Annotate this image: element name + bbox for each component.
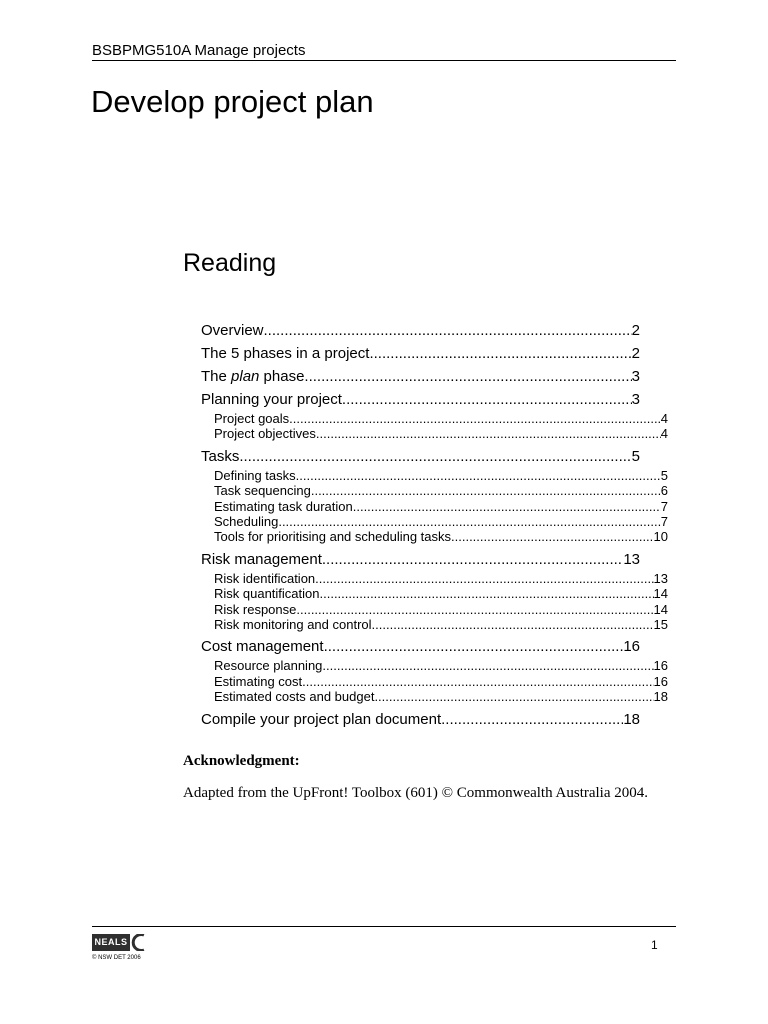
toc-subentry[interactable]: [214, 514, 668, 529]
toc-subentry-page: 16: [653, 658, 668, 674]
label-text: phase: [259, 368, 305, 385]
acknowledgment-title: Acknowledgment:: [183, 753, 300, 769]
toc-leader-dots: [372, 617, 654, 632]
toc-subentry-page: 15: [653, 617, 668, 633]
toc-entry-page: 13: [623, 550, 640, 568]
label-emphasis: plan: [231, 368, 260, 385]
toc-entry-label: [201, 365, 304, 388]
toc-subentry-page: 14: [653, 601, 668, 617]
toc-subentry[interactable]: [214, 602, 668, 617]
toc-leader-dots: [369, 342, 631, 365]
toc-leader-dots: [342, 388, 632, 411]
logo-arc-icon: [131, 934, 147, 951]
toc-subentry[interactable]: [214, 571, 668, 586]
course-title: BSBPMG510A Manage projects: [92, 42, 306, 59]
toc-subentry-page: 4: [660, 411, 668, 426]
toc-leader-dots: [322, 658, 653, 673]
toc-subentry-label: Scheduling: [214, 514, 279, 530]
toc-leader-dots: [353, 499, 661, 514]
toc-subentry-label: Resource planning: [214, 658, 323, 674]
toc-entry-risk[interactable]: [201, 548, 640, 571]
toc-leader-dots: [441, 708, 623, 731]
toc-subentry-page: 6: [660, 483, 668, 499]
toc-entry-compile[interactable]: [201, 708, 640, 731]
toc-subentry-page: 13: [653, 570, 668, 586]
toc-leader-dots: [264, 319, 632, 342]
toc-subentry[interactable]: [214, 529, 668, 544]
toc-subentry-label: Tools for prioritising and scheduling tasks: [214, 529, 452, 545]
toc-subentry[interactable]: [214, 411, 668, 426]
toc-leader-dots: [296, 468, 661, 483]
footer-divider: [92, 926, 676, 927]
toc-subentry-page: 10: [653, 529, 668, 545]
copyright-notice: © NSW DET 2006: [92, 955, 141, 961]
toc-subentry-label: Risk monitoring and control: [214, 617, 372, 633]
label-text: The: [201, 368, 232, 385]
toc-subentry[interactable]: [214, 689, 668, 704]
toc-entry-page: 2: [631, 345, 640, 362]
toc-leader-dots: [278, 514, 660, 529]
toc-leader-dots: [296, 602, 653, 617]
toc-subentry[interactable]: [214, 483, 668, 498]
toc-entry-label: Risk management: [201, 550, 322, 568]
toc-leader-dots: [374, 689, 653, 704]
toc-subentry-page: 7: [660, 514, 668, 530]
toc-entry-page: 5: [631, 447, 640, 465]
toc-entry-overview[interactable]: [201, 319, 640, 342]
toc-subentry-page: 14: [653, 586, 668, 602]
toc-subentry[interactable]: [214, 586, 668, 601]
toc-leader-dots: [302, 674, 653, 689]
toc-entry-label: The 5 phases in a project: [201, 345, 370, 362]
logo-wordmark: NEALS: [92, 934, 130, 951]
toc-subentry-label: Task sequencing: [214, 483, 311, 499]
toc-entry-page: 3: [631, 391, 640, 408]
toc-entry-label: Cost management: [201, 638, 324, 656]
toc-entry-plan-phase[interactable]: [201, 365, 640, 388]
toc-subentry[interactable]: [214, 617, 668, 632]
acknowledgment-text: Adapted from the UpFront! Toolbox (601) © Commonwealth Australia 2004.: [183, 785, 649, 801]
toc-entry-label: Tasks: [201, 447, 240, 465]
toc-subentry[interactable]: [214, 674, 668, 689]
toc-entry-planning[interactable]: [201, 388, 640, 411]
toc-leader-dots: [322, 548, 623, 571]
running-header: [92, 42, 676, 61]
toc-entry-page: 2: [631, 322, 640, 339]
toc-leader-dots: [451, 529, 654, 544]
table-of-contents: [201, 319, 668, 731]
toc-entry-label: Planning your project: [201, 391, 342, 408]
toc-subentry-page: 16: [653, 673, 668, 689]
toc-entry-label: Compile your project plan document: [201, 710, 442, 728]
toc-subentry-label: Risk identification: [214, 570, 316, 586]
toc-subentry-label: Estimating cost: [214, 673, 303, 689]
toc-entry-tasks[interactable]: [201, 445, 640, 468]
toc-entry-page: 16: [623, 638, 640, 656]
toc-subentry-label: Estimating task duration: [214, 498, 353, 514]
toc-entry-label: Overview: [201, 322, 264, 339]
toc-subentry[interactable]: [214, 468, 668, 483]
toc-subentry-label: Defining tasks: [214, 467, 296, 483]
toc-entry-page: 3: [631, 368, 640, 385]
toc-subentry[interactable]: [214, 658, 668, 673]
toc-subentry-page: 5: [660, 467, 668, 483]
toc-subentry-page: 4: [660, 426, 668, 442]
toc-subentry-label: Project objectives: [214, 426, 316, 442]
toc-entry-cost[interactable]: [201, 635, 640, 658]
toc-leader-dots: [289, 411, 661, 426]
toc-leader-dots: [315, 571, 653, 586]
toc-subentry[interactable]: [214, 499, 668, 514]
toc-leader-dots: [311, 483, 661, 498]
page-number: 1: [651, 938, 658, 952]
toc-subentry-page: 18: [653, 689, 668, 705]
toc-subentry-label: Risk quantification: [214, 586, 320, 602]
neals-logo: [92, 934, 144, 951]
toc-subentry-page: 7: [660, 498, 668, 514]
toc-leader-dots: [316, 426, 661, 441]
toc-leader-dots: [324, 635, 624, 658]
section-title: Reading: [183, 249, 277, 277]
toc-subentry-label: Project goals: [214, 411, 290, 426]
toc-leader-dots: [320, 586, 654, 601]
toc-leader-dots: [239, 445, 631, 468]
page-title: Develop project plan: [91, 84, 374, 119]
toc-entry-page: 18: [623, 710, 640, 728]
toc-subentry[interactable]: [214, 426, 668, 441]
toc-leader-dots: [304, 365, 631, 388]
toc-entry-phases[interactable]: [201, 342, 640, 365]
toc-subentry-label: Risk response: [214, 601, 297, 617]
toc-subentry-label: Estimated costs and budget: [214, 689, 375, 705]
